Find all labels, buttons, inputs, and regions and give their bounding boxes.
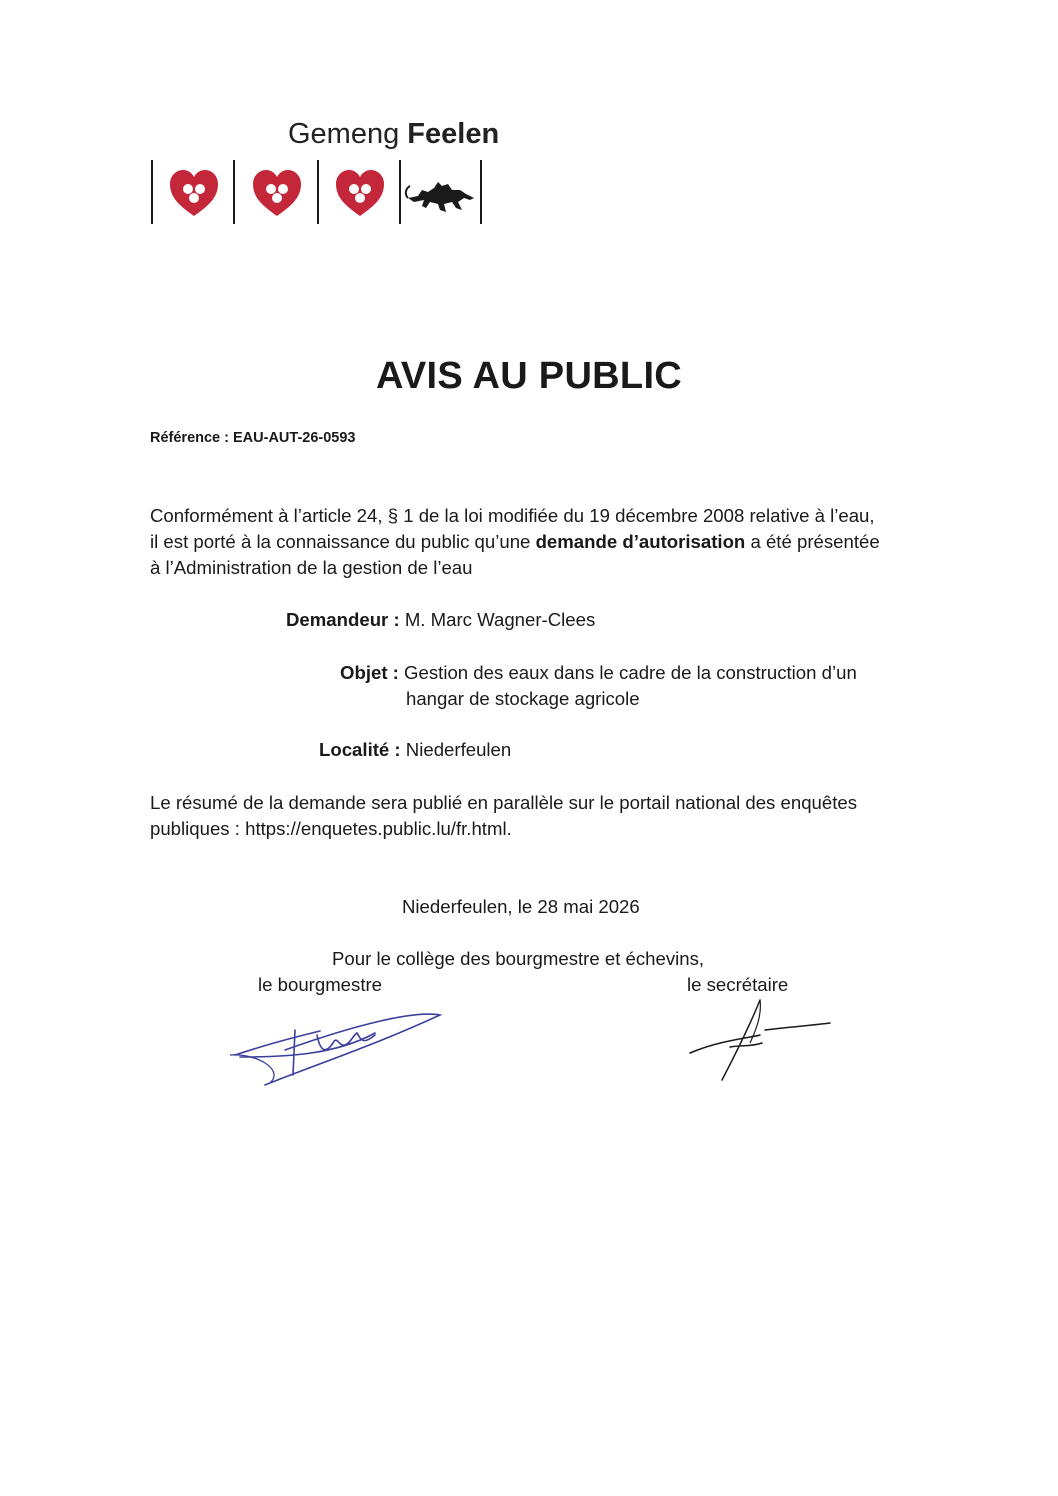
- summary-line-2: publiques : https://enquetes.public.lu/fr.html.: [150, 818, 512, 839]
- logo-word-bold: Feelen: [407, 118, 500, 150]
- summary-paragraph: [150, 790, 857, 842]
- applicant-field: [286, 607, 595, 633]
- logo-word-regular: Gemeng: [288, 118, 400, 150]
- object-field: [340, 660, 857, 712]
- college-line: Pour le collège des bourgmestre et échevins,: [332, 948, 705, 969]
- secretary-label: le secrétaire: [687, 974, 789, 995]
- page-title: AVIS AU PUBLIC: [375, 355, 683, 397]
- summary-line-1: Le résumé de la demande sera publié en parallèle sur le portail national des enquêtes: [150, 792, 858, 813]
- object-value-line-2: hangar de stockage agricole: [406, 688, 640, 709]
- locality-label: Localité :: [319, 739, 401, 760]
- locality-field: [319, 737, 511, 763]
- intro-line-1: Conformément à l’article 24, § 1 de la loi modifiée du 19 décembre 2008 relative à l’eau,: [150, 505, 875, 526]
- mayor-label: le bourgmestre: [258, 974, 383, 995]
- object-label: Objet :: [340, 662, 399, 683]
- emphasis-authorisation-request: demande d’autorisation: [535, 531, 746, 552]
- applicant-label: Demandeur :: [286, 609, 400, 630]
- intro-paragraph: [150, 503, 880, 581]
- heart-trefoil-icon: [253, 170, 301, 216]
- heart-trefoil-icon: [336, 170, 384, 216]
- applicant-value: M. Marc Wagner-Clees: [399, 609, 596, 630]
- intro-line-3: à l’Administration de la gestion de l’eau: [150, 557, 473, 578]
- intro-line-2: il est porté à la connaissance du public qu’une demande d’autorisation a été présentée: [150, 531, 880, 552]
- place-and-date: Niederfeulen, le 28 mai 2026: [402, 896, 640, 917]
- heart-trefoil-icon: [170, 170, 218, 216]
- secretary-signature: [680, 995, 840, 1090]
- lion-icon: [406, 182, 474, 212]
- locality-value: Niederfeulen: [400, 739, 512, 760]
- logo-wordmark: [288, 118, 499, 151]
- reference-number: Référence : EAU-AUT-26-0593: [150, 430, 356, 446]
- object-value-line-1: Gestion des eaux dans le cadre de la construction d’un: [398, 662, 857, 683]
- municipal-coat-of-arms: [148, 158, 488, 228]
- mayor-signature: [225, 995, 455, 1095]
